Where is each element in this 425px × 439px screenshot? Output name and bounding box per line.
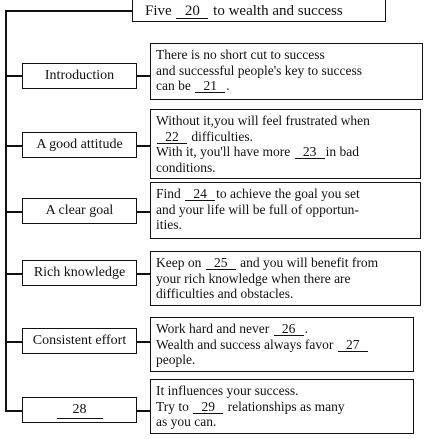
detail-line: Without it,you will feel frustrated when: [156, 113, 370, 128]
category-label: Rich knowledge: [33, 265, 126, 280]
trunk-line: [5, 10, 7, 410]
detail-line: There is no short cut to success: [156, 47, 325, 62]
blank-20[interactable]: 20: [176, 5, 208, 19]
detail-line: conditions.: [156, 159, 216, 175]
detail-line: and your life will be full of opportun-: [156, 201, 359, 217]
blank-25[interactable]: 25: [206, 256, 236, 270]
detail-line: [156, 399, 409, 415]
blank-27[interactable]: 27: [338, 338, 368, 352]
trunk-to-title-line: [5, 10, 133, 12]
detail-line: difficulties and obstacles.: [156, 286, 294, 301]
category-label: Consistent effort: [32, 333, 127, 348]
connector-line-knowledge: [137, 273, 151, 275]
title-text-before: Five: [145, 3, 172, 19]
category-clear-goal: [22, 198, 137, 224]
branch-line-goal: [5, 211, 23, 213]
category-rich-knowledge: [22, 260, 137, 286]
branch-line-introduction: [5, 75, 23, 77]
category-blank-28: [22, 397, 137, 423]
detail-text: With it, you'll have more: [156, 144, 291, 159]
detail-text: .: [304, 321, 308, 336]
detail-text: .: [226, 78, 230, 93]
detail-line: and successful people's key to success: [156, 62, 363, 78]
category-label: Introduction: [44, 68, 115, 83]
blank-23[interactable]: 23: [295, 145, 325, 159]
detail-line: people.: [156, 352, 196, 367]
detail-line: It influences your success.: [156, 383, 299, 398]
branch-line-knowledge: [5, 273, 23, 275]
detail-line: your rich knowledge when there are: [156, 270, 351, 286]
detail-text: difficulties.: [191, 128, 253, 144]
connector-line-relationships: [137, 410, 151, 412]
blank-21[interactable]: 21: [195, 79, 225, 93]
detail-line: ities.: [156, 217, 182, 232]
detail-line: [156, 255, 416, 271]
detail-text: Work hard and never: [156, 321, 270, 336]
branch-line-effort: [5, 341, 23, 343]
detail-text: in bad: [325, 144, 359, 159]
detail-text: Wealth and success always favor: [156, 336, 334, 352]
detail-clear-goal: [150, 182, 421, 239]
detail-text: Try to: [156, 398, 189, 414]
detail-line: [156, 78, 418, 94]
category-consistent-effort: [22, 328, 137, 354]
connector-line-attitude: [137, 145, 151, 147]
branch-line-attitude: [5, 145, 23, 147]
detail-introduction: [150, 43, 423, 100]
connector-line-effort: [137, 341, 151, 343]
blank-22[interactable]: 22: [157, 130, 187, 144]
branch-line-relationships: [5, 410, 23, 412]
detail-line: [156, 337, 409, 353]
detail-text: relationships as many: [227, 398, 345, 414]
detail-line: [156, 129, 416, 145]
category-good-attitude: [22, 132, 137, 158]
blank-28[interactable]: 28: [57, 402, 103, 419]
detail-line: as you can.: [156, 414, 217, 429]
connector-line-introduction: [137, 75, 151, 77]
detail-line: [156, 186, 416, 202]
detail-rich-knowledge: [150, 251, 421, 306]
blank-29[interactable]: 29: [193, 400, 223, 414]
detail-text: Find: [156, 186, 181, 201]
connector-line-goal: [137, 211, 151, 213]
detail-consistent-effort: [150, 317, 414, 372]
detail-line: [156, 321, 409, 337]
title-text-after: to wealth and success: [213, 3, 343, 19]
detail-good-attitude: [150, 109, 421, 179]
category-label: A good attitude: [36, 137, 123, 152]
title-box: [132, 0, 386, 22]
blank-26[interactable]: 26: [274, 322, 304, 336]
blank-24[interactable]: 24: [185, 187, 215, 201]
category-label: A clear goal: [45, 203, 114, 218]
detail-line: [156, 144, 416, 160]
detail-text: to achieve the goal you set: [216, 186, 360, 201]
category-introduction: [22, 63, 137, 89]
detail-text: Keep on: [156, 255, 202, 270]
detail-relationships: [150, 379, 414, 434]
detail-text: and you will benefit from: [240, 255, 379, 270]
detail-text: can be: [156, 78, 191, 93]
